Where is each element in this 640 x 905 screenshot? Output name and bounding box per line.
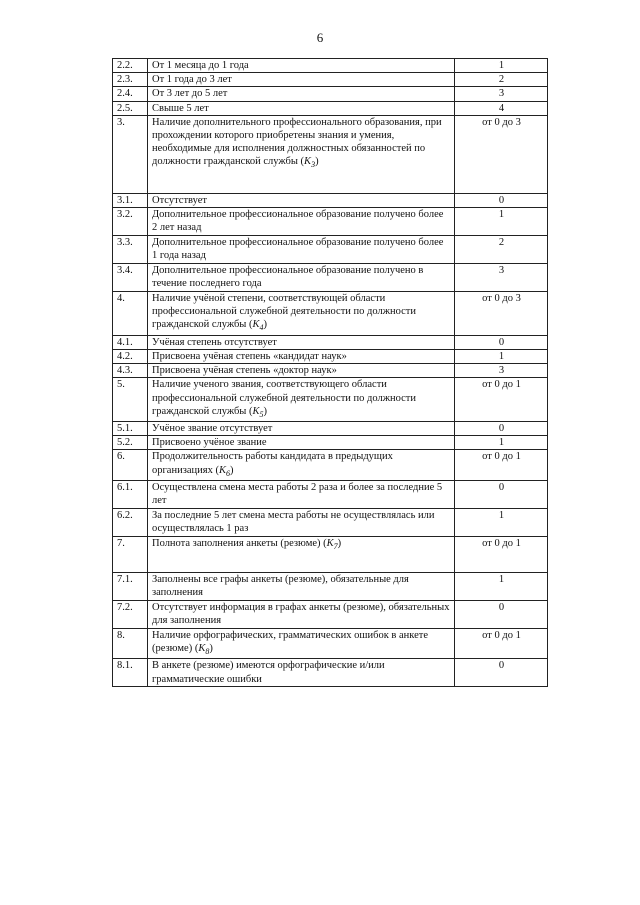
table-row <box>113 436 548 450</box>
row-description: Присвоена учёная степень «доктор наук» <box>148 364 455 378</box>
row-score: 3 <box>455 264 548 292</box>
row-score: 0 <box>455 335 548 349</box>
row-score: 0 <box>455 422 548 436</box>
row-number: 5. <box>113 378 148 422</box>
row-score: 0 <box>455 480 548 508</box>
row-score: 3 <box>455 364 548 378</box>
row-score: 3 <box>455 87 548 101</box>
row-number: 3.4. <box>113 264 148 292</box>
row-number: 3.2. <box>113 208 148 236</box>
row-number: 4.2. <box>113 349 148 363</box>
row-description: За последние 5 лет смена места работы не осуществлялась или осуществлялась 1 раз <box>148 508 455 536</box>
row-score: 2 <box>455 236 548 264</box>
row-number: 4.1. <box>113 335 148 349</box>
row-description: Отсутствует <box>148 193 455 207</box>
table-row <box>113 659 548 687</box>
table-row <box>113 59 548 73</box>
row-score: от 0 до 3 <box>455 115 548 193</box>
table-row <box>113 422 548 436</box>
row-number: 3. <box>113 115 148 193</box>
row-number: 2.4. <box>113 87 148 101</box>
row-description: Наличие дополнительного профессионального образования, при прохождении которого приобретены знания и умения, необходимые для исполнения должностных обязанностей по должности гражданской службы $(K_3)$ <box>148 115 455 193</box>
table-row <box>113 193 548 207</box>
row-number: 6.2. <box>113 508 148 536</box>
row-score: от 0 до 1 <box>455 628 548 659</box>
table-row <box>113 115 548 193</box>
row-number: 2.5. <box>113 101 148 115</box>
row-number: 6.1. <box>113 480 148 508</box>
row-number: 5.1. <box>113 422 148 436</box>
row-description: Дополнительное профессиональное образование получено более 2 лет назад <box>148 208 455 236</box>
row-description: Присвоена учёная степень «кандидат наук» <box>148 349 455 363</box>
table-row <box>113 335 548 349</box>
row-description: Наличие учёной степени, соответствующей области профессиональной служебной деятельности по должности гражданской службы $(K_4)$ <box>148 292 455 336</box>
row-description: Заполнены все графы анкеты (резюме), обязательные для заполнения <box>148 572 455 600</box>
row-description: Наличие орфографических, грамматических ошибок в анкете (резюме) $(K_8)$ <box>148 628 455 659</box>
table-row <box>113 101 548 115</box>
table-row <box>113 378 548 422</box>
row-description: Продолжительность работы кандидата в предыдущих организациях $(K_6)$ <box>148 450 455 481</box>
row-score: 2 <box>455 73 548 87</box>
row-description: От 1 месяца до 1 года <box>148 59 455 73</box>
table-row <box>113 600 548 628</box>
row-description: Дополнительное профессиональное образование получено в течение последнего года <box>148 264 455 292</box>
table-row <box>113 364 548 378</box>
row-number: 7.2. <box>113 600 148 628</box>
table-row <box>113 349 548 363</box>
row-number: 7. <box>113 536 148 572</box>
row-number: 4.3. <box>113 364 148 378</box>
table-row <box>113 628 548 659</box>
table-row <box>113 536 548 572</box>
table-row <box>113 73 548 87</box>
table-row <box>113 87 548 101</box>
row-description: В анкете (резюме) имеются орфографические и/или грамматические ошибки <box>148 659 455 687</box>
table-row <box>113 480 548 508</box>
row-score: 1 <box>455 436 548 450</box>
row-number: 3.3. <box>113 236 148 264</box>
row-score: 0 <box>455 193 548 207</box>
table-row <box>113 572 548 600</box>
table-row <box>113 508 548 536</box>
row-description: От 1 года до 3 лет <box>148 73 455 87</box>
row-score: 4 <box>455 101 548 115</box>
row-score: 1 <box>455 572 548 600</box>
row-number: 4. <box>113 292 148 336</box>
row-description: Полнота заполнения анкеты (резюме) $(K_7)$ <box>148 536 455 572</box>
row-score: от 0 до 1 <box>455 378 548 422</box>
row-description: Учёное звание отсутствует <box>148 422 455 436</box>
row-score: 0 <box>455 659 548 687</box>
row-score: 1 <box>455 208 548 236</box>
row-number: 3.1. <box>113 193 148 207</box>
table-row <box>113 236 548 264</box>
row-number: 2.2. <box>113 59 148 73</box>
table-row <box>113 292 548 336</box>
page-number: 6 <box>316 30 324 45</box>
row-score: от 0 до 3 <box>455 292 548 336</box>
row-number: 8.1. <box>113 659 148 687</box>
table-row <box>113 450 548 481</box>
row-number: 6. <box>113 450 148 481</box>
row-score: 0 <box>455 600 548 628</box>
row-score: 1 <box>455 59 548 73</box>
criteria-table <box>112 58 548 687</box>
row-score: 1 <box>455 508 548 536</box>
row-description: Учёная степень отсутствует <box>148 335 455 349</box>
table-row <box>113 208 548 236</box>
row-description: Отсутствует информация в графах анкеты (резюме), обязательных для заполнения <box>148 600 455 628</box>
row-number: 7.1. <box>113 572 148 600</box>
row-score: от 0 до 1 <box>455 450 548 481</box>
row-number: 8. <box>113 628 148 659</box>
row-description: Присвоено учёное звание <box>148 436 455 450</box>
criteria-table-body <box>113 59 548 687</box>
row-description: Осуществлена смена места работы 2 раза и более за последние 5 лет <box>148 480 455 508</box>
row-number: 5.2. <box>113 436 148 450</box>
row-description: Свыше 5 лет <box>148 101 455 115</box>
row-description: Дополнительное профессиональное образование получено более 1 года назад <box>148 236 455 264</box>
row-description: Наличие ученого звания, соответствующего области профессиональной служебной деятельности по должности гражданской службы $(K_5)$ <box>148 378 455 422</box>
row-score: 1 <box>455 349 548 363</box>
table-row <box>113 264 548 292</box>
row-number: 2.3. <box>113 73 148 87</box>
row-score: от 0 до 1 <box>455 536 548 572</box>
row-description: От 3 лет до 5 лет <box>148 87 455 101</box>
